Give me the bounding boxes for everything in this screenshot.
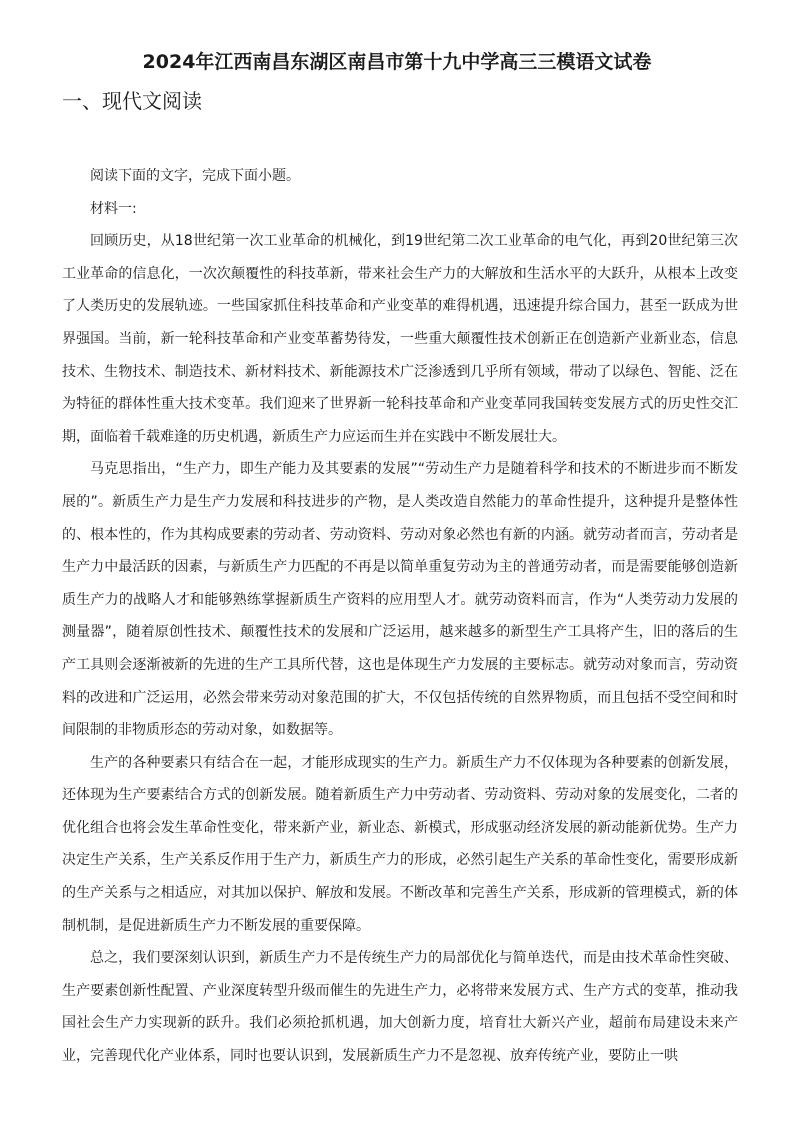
document-title: 2024年江西南昌东湖区南昌市第十九中学高三三模语文试卷 [142, 51, 652, 73]
passage-paragraph: 生产的各种要素只有结合在一起，才能形成现实的生产力。新质生产力不仅体现为各种要素的创新发展，还体现为生产要素结合方式的创新发展。随着新质生产力中劳动者、劳动资料、劳动对象的发展变化，二者的优化组合也将会发生革命性变化，带来新产业，新业态、新模式，形成驱动经济发展的新动能新优势。生产力决定生产关系，生产关系反作用于生产力，新质生产力的形成，必然引起生产关系的革命性变化，需要形成新的生产关系与之相适应，对其加以保护、解放和发展。不断改革和完善生产关系，形成新的管理模式，新的体制机制，是促进新质生产力不断发展的重要保障。 [62, 754, 738, 934]
passage-paragraph: 回顾历史，从18世纪第一次工业革命的机械化，到19世纪第二次工业革命的电气化，再到20世纪第三次工业革命的信息化，一次次颠覆性的科技革新，带来社会生产力的大解放和生活水平的大跃升，从根本上改变了人类历史的发展轨迹。一些国家抓住科技革命和产业变革的难得机遇，迅速提升综合国力，甚至一跃成为世界强国。当前，新一轮科技革命和产业变革蓄势待发，一些重大颠覆性技术创新正在创造新产业新业态，信息技术、生物技术、制造技术、新材料技术、新能源技术广泛渗透到几乎所有领域，带动了以绿色、智能、泛在为特征的群体性重大技术变革。我们迎来了世界新一轮科技革命和产业变革同我国转变发展方式的历史性交汇期，面临着千载难逢的历史机遇，新质生产力应运而生并在实践中不断发展壮大。 [62, 233, 738, 445]
section-heading: 一、现代文阅读 [62, 89, 202, 113]
passage-paragraph: 总之，我们要深刻认识到，新质生产力不是传统生产力的局部优化与简单迭代，而是由技术革命性突破、生产要素创新性配置、产业深度转型升级而催生的先进生产力，必将带来发展方式、生产方式的变革，推动我国社会生产力实现新的跃升。我们必须抢抓机遇，加大创新力度，培育壮大新兴产业，超前布局建设未来产业，完善现代化产业体系，同时也要认识到，发展新质生产力不是忽视、放弃传统产业，要防止一哄 [62, 950, 738, 1065]
reading-passage [62, 160, 738, 1073]
passage-paragraph: 马克思指出，“生产力，即生产能力及其要素的发展”“劳动生产力是随着科学和技术的不断进步而不断发展的”。新质生产力是生产力发展和科技进步的产物，是人类改造自然能力的革命性提升，这种提升是整体性的、根本性的，作为其构成要素的劳动者、劳动资料、劳动对象必然也有新的内涵。就劳动者而言，劳动者是生产力中最活跃的因素，与新质生产力匹配的不再是以简单重复劳动为主的普通劳动者，而是需要能够创造新质生产力的战略人才和能够熟练掌握新质生产资料的应用型人才。就劳动资料而言，作为“人类劳动力发展的测量器”，随着原创性技术、颠覆性技术的发展和广泛运用，越来越多的新型生产工具将产生，旧的落后的生产工具则会逐渐被新的先进的生产工具所代替，这也是体现生产力发展的主要标志。就劳动对象而言，劳动资料的改进和广泛运用，必然会带来劳动对象范围的扩大，不仅包括传统的自然界物质，而且包括不受空间和时间限制的非物质形态的劳动对象，如数据等。 [62, 461, 738, 739]
material-label: 材料一: [90, 200, 137, 217]
instruction-line: 阅读下面的文字，完成下面小题。 [90, 168, 300, 184]
